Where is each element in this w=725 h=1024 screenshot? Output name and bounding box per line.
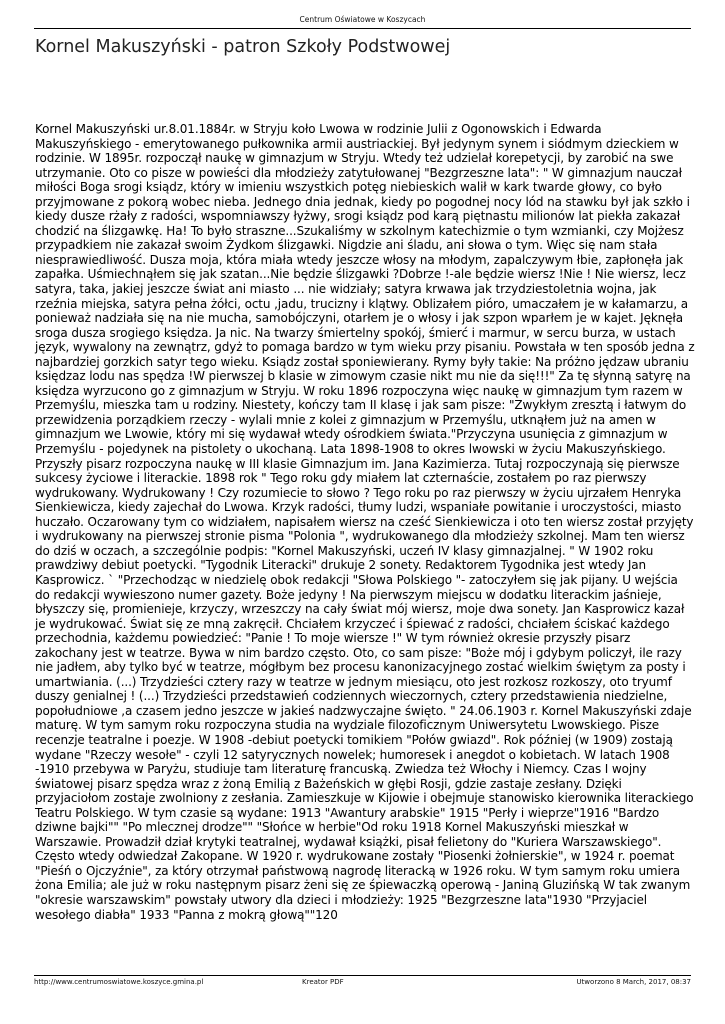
footer-url: http://www.centrumoswiatowe.koszyce.gmina.pl [34,978,204,986]
page-title: Kornel Makuszyński - patron Szkoły Podstwowej [35,37,451,57]
header-site-name: Centrum Oświatowe w Koszycach [299,15,426,24]
page-footer [34,975,691,988]
footer-created-date: Utworzono 8 March, 2017, 08:37 [576,978,691,986]
footer-generator: Kreator PDF [302,978,344,986]
article-body: Kornel Makuszyński ur.8.01.1884r. w Stryju koło Lwowa w rodzinie Julii z Ogonowskich i Edwarda Makuszyńskiego - emerytowanego pułkownika armii austriackiej. Był jedynym synem i siódmym dzieckiem w rodzinie. W 1895r. rozpoczął naukę w gimnazjum w Stryju. Wtedy też udzielał korepetycji, by zarobić na swe utrzymanie. Oto co pisze w powieści dla młodzieży zatytułowanej "Bezgrzeszne lata": " W gimnazjum nauczał miłości Boga srogi ksiądz, który w imieniu wszystkich potęg niebieskich walił w kark twarde głowy, co było przyjmowane z pokorą wobec nieba. Jednego dnia jednak, kiedy po pogodnej nocy lód na stawku był jak szkło i kiedy dusze rżały z radości, wspomniawszy łyżwy, srogi ksiądz pod karą piętnastu milionów lat piekła zakazał chodzić na ślizgawkę. Ha! To było straszne...Szukaliśmy w szkolnym katechizmie o tym wzmianki, czy Mojżesz przypadkiem nie zakazał swoim Żydkom ślizgawki. Nigdzie ani śladu, ani słowa o tym. Więc się nam stała niesprawiedliwość. Dusza moja, która miała wtedy jeszcze włosy na młodym, zapalczywym łbie, zapłonęła jak zapałka. Uśmiechnąłem się jak szatan...Nie będzie ślizgawki ?Dobrze !-ale będzie wiersz !Nie ! Nie wiersz, lecz satyra, taka, jakiej jeszcze świat ani miasto ... nie widziały; satyra krwawa jak trzydziestoletnia wojna, jak rzeźnia miejska, satyra pełna żółci, octu ,jadu, trucizny i klątwy. Oblizałem pióro, umaczałem je w kałamarzu, a ponieważ nadziała się na nie mucha, samobójczyni, otarłem je o włosy i jak szpon wparłem je w kajet. Jęknęła sroga dusza srogiego księdza. Ja nic. Na twarzy śmiertelny spokój, śmierć i marmur, w sercu burza, w ustach język, wywalony na zewnątrz, gdyż to pomaga bardzo w tym wieku przy pisaniu. Powstała w ten sposób jedna z najbardziej gorzkich satyr tego wieku. Ksiądz został sponiewierany. Rymy były takie: Na próżno jędzaw ubraniu księdzaz lodu nas spędza !W pierwszej b klasie w zimowym czasie nikt mu nie da się!!!" Za tę słynną satyrę na księdza wyrzucono go z gimnazjum w Stryju. W roku 1896 rozpoczyna więc naukę w gimnazjum tym razem w Przemyślu, mieszka tam u rodziny. Niestety, kończy tam II klasę i jak sam pisze: "Zwykłym zresztą i łatwym do przewidzenia porządkiem rzeczy - wylali mnie z kolei z gimnazjum w Przemyślu, utknąłem już na amen w gimnazjum we Lwowie, który mi się wydawał wtedy ośrodkiem świata."Przyczyna usunięcia z gimnazjum w Przemyślu - pojedynek na pistolety o ukochaną. Lata 1898-1908 to okres lwowski w życiu Makuszyńskiego. Przyszły pisarz rozpoczyna naukę w III klasie Gimnazjum im. Jana Kazimierza. Tutaj rozpoczynają się pierwsze sukcesy życiowe i literackie. 1898 rok " Tego roku gdy miałem lat czternaście, zostałem po raz pierwszy wydrukowany. Wydrukowany ! Czy rozumiecie to słowo ? Tego roku po raz pierwszy w życiu ujrzałem Henryka Sienkiewicza, kiedy zajechał do Lwowa. Krzyk radości, tłumy ludzi, wspaniałe powitanie i uroczystości, miasto huczało. Oczarowany tym co widziałem, napisałem wiersz na cześć Sienkiewicza i oto ten wiersz został przyjęty i wydrukowany na pierwszej stronie pisma "Polonia ", wydrukowanego dla młodzieży szkolnej. Mam ten wiersz do dziś w oczach, a szczególnie podpis: "Kornel Makuszyński, uczeń IV klasy gimnazjalnej. " W 1902 roku prawdziwy debiut poetycki. "Tygodnik Literacki" drukuje 2 sonety. Redaktorem Tygodnika jest wtedy Jan Kasprowicz. ` "Przechodząc w niedzielę obok redakcji "Słowa Polskiego "- zatoczyłem się jak pijany. U wejścia do redakcji wywieszono numer gazety. Boże jedyny ! Na pierwszym miejscu w dodatku literackim jaśnieje, błyszczy się, promienieje, krzyczy, wrzeszczy na cały świat mój wiersz, moje dwa sonety. Jan Kasprowicz kazał je wydrukować. Świat się ze mną zakręcił. Chciałem krzyczeć i śpiewać z radości, chciałem ściskać każdego przechodnia, każdemu powiedzieć: "Panie ! To moje wiersze !" W tym również okresie przyszły pisarz zakochany jest w teatrze. Bywa w nim bardzo często. Oto, co sam pisze: "Boże mój i gdybym policzył, ile razy nie jadłem, aby tylko być w teatrze, mógłbym bez procesu kanonizacyjnego zostać wielkim świętym za posty i umartwiania. (...) Trzydzieści cztery razy w teatrze w jednym miesiącu, oto jest rozkosz rozkoszy, oto tryumf duszy genialnej ! (...) Trzydzieści przedstawień codziennych wieczornych, cztery przedstawienia niedzielne, popołudniowe ,a czasem jedno jeszcze w jakieś nadzwyczajne święto. " 24.06.1903 r. Kornel Makuszyński zdaje maturę. W tym samym roku rozpoczyna studia na wydziale filozoficznym Uniwersytetu Lwowskiego. Pisze recenzje teatralne i poezje. W 1908 -debiut poetycki tomikiem "Połów gwiazd". Rok później (w 1909) zostają wydane "Rzeczy wesołe" - czyli 12 satyrycznych nowelek; humoresek i anegdot o kobietach. W latach 1908 -1910 przebywa w Paryżu, studiuje tam literaturę francuską. Zwiedza też Włochy i Niemcy. Czas I wojny światowej pisarz spędza wraz z żoną Emilią z Bażeńskich w głębi Rosji, gdzie zastaje zesłany. Dzięki przyjaciołom zostaje zwolniony z zesłania. Zamieszkuje w Kijowie i obejmuje stanowisko kierownika literackiego Teatru Polskiego. W tym czasie są wydane: 1913 "Awantury arabskie" 1915 "Perły i wieprze"1916 "Bardzo dziwne bajki"" "Po mlecznej drodze"" "Słońce w herbie"Od roku 1918 Kornel Makuszyński mieszkał w Warszawie. Prowadził dział krytyki teatralnej, wydawał książki, pisał felietony do "Kuriera Warszawskiego". Często wtedy odwiedzał Zakopane. W 1920 r. wydrukowane zostały "Piosenki żołnierskie", w 1924 r. poemat "Pieśń o Ojczyźnie", za który otrzymał państwową nagrodę literacką w 1926 roku. W tym samym roku umiera żona Emilia; ale już w roku następnym pisarz żeni się ze śpiewaczką operową - Janiną Gluzińską W tak zwanym "okresie warszawskim" powstały utwory dla dzieci i młodzieży: 1925 "Bezgrzeszne lata"1930 "Przyjaciel wesołego diabła" 1933 "Panna z mokrą głową""120 [35,122,695,922]
page-header [34,12,691,29]
